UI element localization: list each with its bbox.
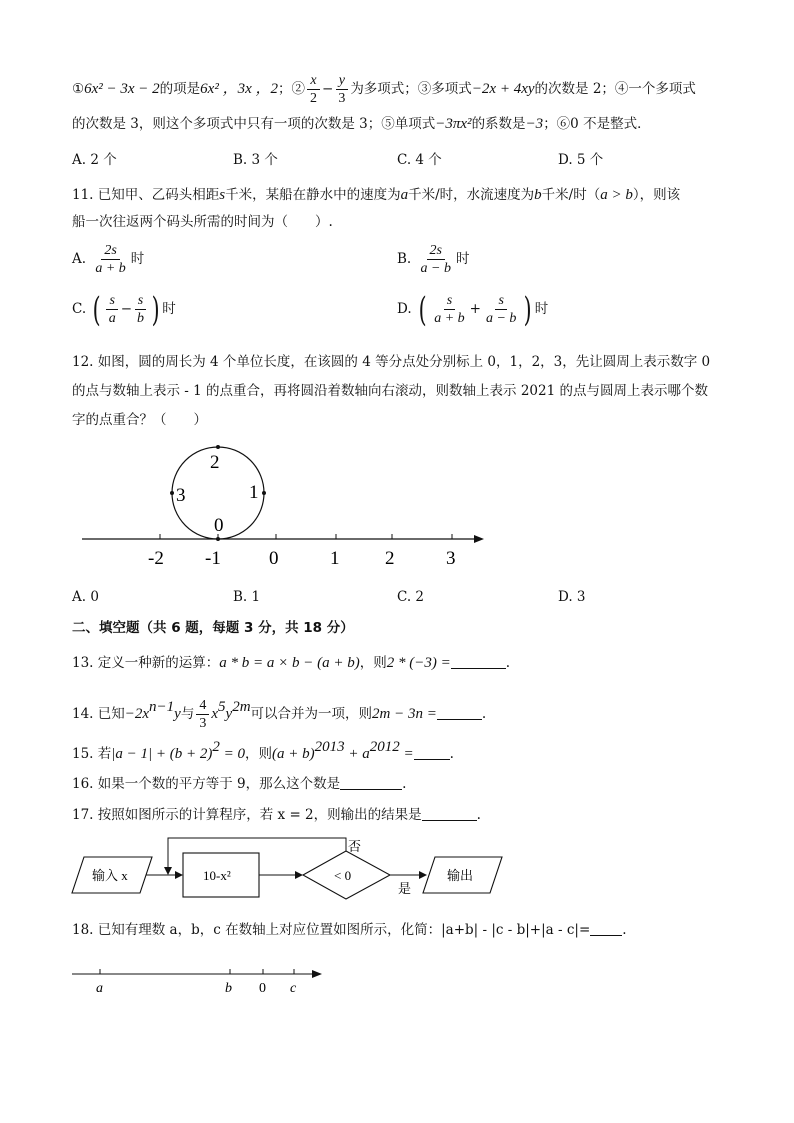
- flow-input-label: 输入 x: [92, 868, 128, 883]
- q12-line-2: 的点与数轴上表示 - 1 的点重合，再将圆沿着数轴向右滚动，则数轴上表示 2021 的点与圆周上表示哪个数: [72, 383, 708, 399]
- flow-yes-label: 是: [398, 881, 412, 896]
- q12-circle-label-3: 3: [176, 485, 186, 506]
- q17-answer-blank[interactable]: [422, 806, 477, 821]
- q12-circle-label-2: 2: [210, 452, 220, 473]
- q18-number-line: [70, 960, 330, 1000]
- q16-line: 16. 如果一个数的平方等于 9，那么这个数是 .: [72, 776, 407, 792]
- q14-answer-blank[interactable]: [437, 705, 482, 720]
- q12-axis-label: 2: [385, 548, 395, 569]
- q18-line: 18. 已知有理数 a，b，c 在数轴上对应位置如图所示，化简：|a+b| - |c - b|+|a - c|= .: [72, 922, 627, 938]
- q10-frac-x: $\frac{x}{2}$: [307, 72, 320, 107]
- q18-axis-arrow: [312, 970, 322, 978]
- q12-point-3: [170, 491, 174, 495]
- q12-line-3: 字的点重合？（ ）: [72, 412, 207, 428]
- q17-flowchart: [70, 835, 510, 907]
- q18-answer-blank[interactable]: [590, 921, 622, 936]
- q16-answer-blank[interactable]: [340, 775, 402, 790]
- flow-arrow-head: [419, 871, 427, 879]
- q18-label-b: b: [225, 981, 232, 996]
- q12-option-c[interactable]: C. 2: [397, 589, 425, 605]
- q10-option-d[interactable]: D. 5 个: [558, 152, 604, 168]
- flow-calc-label: 10-x²: [203, 868, 231, 883]
- flow-cond-label: < 0: [334, 868, 352, 883]
- q10-coef: −3: [525, 116, 544, 132]
- q10-mono: −3πx²: [435, 116, 472, 132]
- flow-no-label: 否: [348, 839, 362, 854]
- flow-output-label: 输出: [447, 868, 474, 883]
- q18-label-a: a: [96, 981, 103, 996]
- q12-option-a[interactable]: A. 0: [72, 589, 99, 605]
- q11-line-2: 船一次往返两个码头所需的时间为（ ）.: [72, 214, 333, 230]
- flow-loop-arrow-head: [164, 867, 172, 875]
- q10-expr: 6x² − 3x − 2: [84, 81, 160, 97]
- q10-option-a[interactable]: A. 2 个: [72, 152, 117, 168]
- q10-line-1: ①6x² − 3x − 2的项是6x² ，3x ，2；② $\frac{x}{2}$ − $\frac{y}{3}$ 为多项式；③多项式−2x + 4xy的次数是 2；④一个多项式: [72, 73, 696, 106]
- q11-option-c[interactable]: C. ( $\frac{s}{a}$ − $\frac{s}{b}$ ) 时: [72, 289, 176, 330]
- q17-line: 17. 按照如图所示的计算程序，若 x = 2，则输出的结果是 .: [72, 807, 481, 823]
- q11-option-a[interactable]: A. $\frac{2s}{a + b}$ 时: [72, 243, 145, 276]
- flow-arrow-head: [295, 871, 303, 879]
- q10-terms: 6x² ，3x ，2: [200, 81, 278, 97]
- q12-point-1: [262, 491, 266, 495]
- q10-option-b[interactable]: B. 3 个: [233, 152, 278, 168]
- q12-option-b[interactable]: B. 1: [233, 589, 261, 605]
- q11-option-b[interactable]: B. $\frac{2s}{a - b}$ 时: [397, 243, 470, 276]
- q12-axis-label: 1: [330, 548, 340, 569]
- q12-figure: [72, 440, 492, 575]
- q10-poly: −2x + 4xy: [471, 81, 535, 97]
- q12-axis-arrow: [474, 535, 484, 543]
- q12-point-2: [216, 445, 220, 449]
- q12-line-1: 12. 如图，圆的周长为 4 个单位长度，在该圆的 4 等分点处分别标上 0，1，2，3，先让圆周上表示数字 0: [72, 354, 711, 370]
- q11-line-1: 11. 已知甲、乙码头相距s千米，某船在静水中的速度为a千米/时，水流速度为b千米/时（a > b），则该: [72, 187, 681, 203]
- q12-axis-label: -2: [148, 548, 164, 569]
- flow-arrow-head: [175, 871, 183, 879]
- q12-axis-label: 0: [269, 548, 279, 569]
- q15-answer-blank[interactable]: [414, 745, 450, 760]
- q13-line: 13. 定义一种新的运算：a * b = a × b − (a + b)，则2 * (−3) = .: [72, 655, 511, 671]
- q14-line: 14. 已知$-2x^{n-1}y$与 $\frac{4}{3}$ $x^5y^{2m}$可以合并为一项，则2m − 3n = .: [72, 698, 487, 731]
- q10-option-c[interactable]: C. 4 个: [397, 152, 442, 168]
- q13-answer-blank[interactable]: [451, 654, 506, 669]
- section-heading: 二、填空题（共 6 题，每题 3 分，共 18 分）: [72, 620, 354, 636]
- q12-axis-label: -1: [205, 548, 221, 569]
- q12-circle-label-0: 0: [214, 515, 224, 536]
- q18-label-c: c: [290, 981, 297, 996]
- q10-line-2: 的次数是 3，则这个多项式中只有一项的次数是 3；⑤单项式−3πx²的系数是−3；⑥0 不是整式．: [72, 116, 651, 132]
- q10-frac-y: $\frac{y}{3}$: [335, 72, 348, 107]
- q12-option-d[interactable]: D. 3: [558, 589, 586, 605]
- q18-label-0: 0: [259, 981, 266, 996]
- q12-circle-label-1: 1: [249, 482, 259, 503]
- q11-option-d[interactable]: D. ( $\frac{s}{a + b}$ + $\frac{s}{a - b}$ ) 时: [397, 289, 549, 330]
- q15-line: 15. 若$|a - 1| + (b + 2)^2 = 0$，则$(a + b)^{2013} + a^{2012}$ = .: [72, 739, 454, 762]
- q12-axis-label: 3: [446, 548, 456, 569]
